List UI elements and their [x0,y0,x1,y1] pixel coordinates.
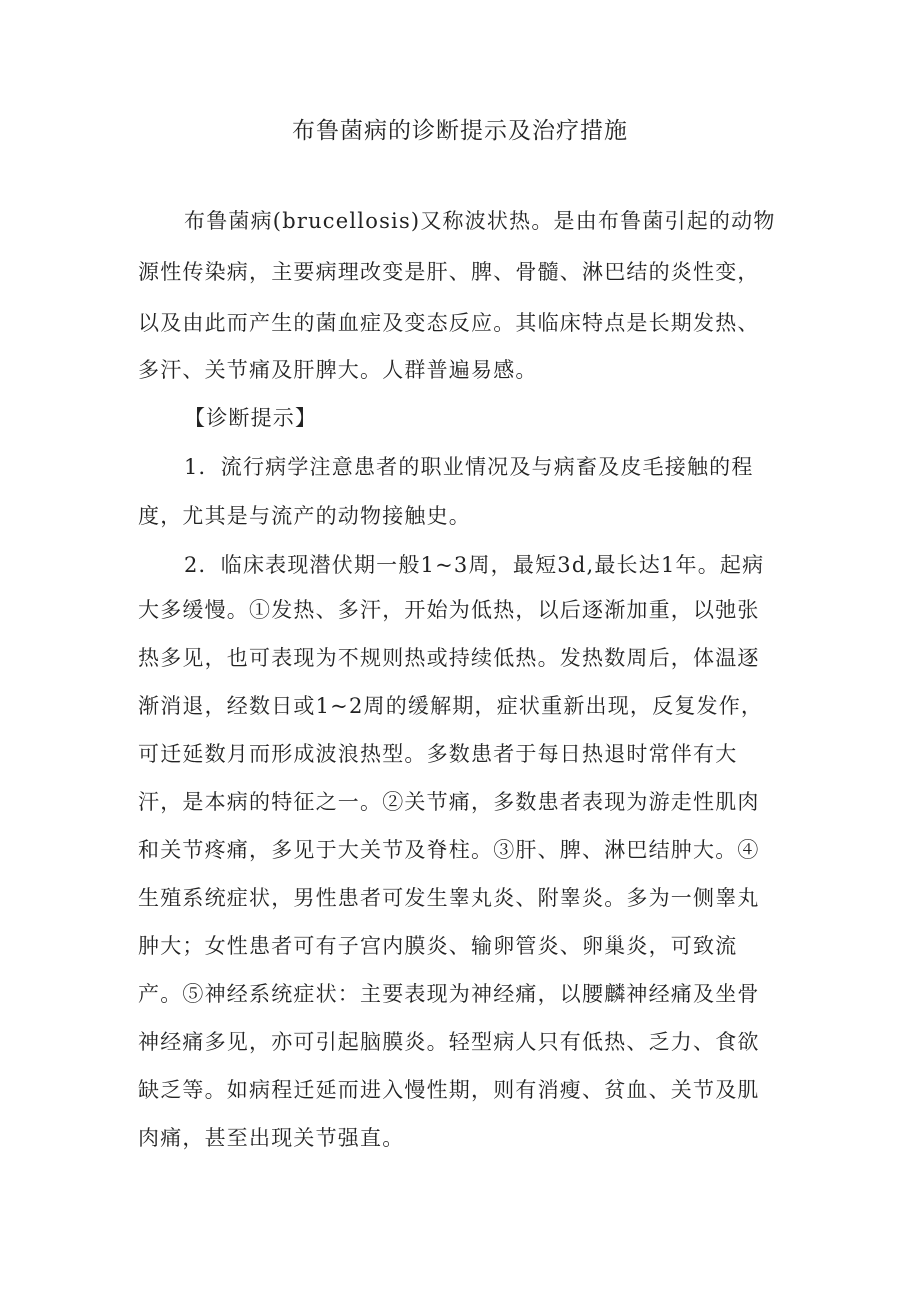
diagnosis-item-2-line-6: 汗，是本病的特征之一。②关节痛，多数患者表现为游走性肌肉 [138,790,760,814]
diagnosis-item-2-line-1: 2．临床表现潜伏期一般1~3周，最短3d,最长达1年。起病 [184,553,765,577]
diagnosis-item-2-line-3: 热多见，也可表现为不规则热或持续低热。发热数周后，体温逐 [138,646,760,670]
diagnosis-item-2-line-5: 可迁延数月而形成波浪热型。多数患者于每日热退时常伴有大 [138,742,738,766]
diagnosis-item-2-line-13: 肉痛，甚至出现关节强直。 [138,1126,405,1150]
diagnosis-item-2-line-12: 缺乏等。如病程迁延而进入慢性期，则有消瘦、贫血、关节及肌 [138,1078,760,1102]
section-heading-diagnosis: 【诊断提示】 [184,406,318,430]
diagnosis-item-2-line-10: 产。⑤神经系统症状：主要表现为神经痛，以腰麟神经痛及坐骨 [138,982,760,1006]
document-title: 布鲁菌病的诊断提示及治疗措施 [292,118,628,144]
diagnosis-item-2-line-7: 和关节疼痛，多见于大关节及脊柱。③肝、脾、淋巴结肿大。④ [138,838,760,862]
diagnosis-item-1-line-1: 1．流行病学注意患者的职业情况及与病畜及皮毛接触的程 [184,455,754,479]
intro-line-2: 源性传染病，主要病理改变是肝、脾、骨髓、淋巴结的炎性变， [138,260,760,284]
diagnosis-item-2-line-8: 生殖系统症状，男性患者可发生睾丸炎、附睾炎。多为一侧睾丸 [138,886,760,910]
intro-line-4: 多汗、关节痛及肝脾大。人群普遍易感。 [138,358,538,382]
diagnosis-item-2-line-2: 大多缓慢。①发热、多汗，开始为低热，以后逐渐加重，以弛张 [138,598,760,622]
intro-line-3: 以及由此而产生的菌血症及变态反应。其临床特点是长期发热、 [138,311,760,335]
diagnosis-item-2-line-11: 神经痛多见，亦可引起脑膜炎。轻型病人只有低热、乏力、食欲 [138,1030,760,1054]
diagnosis-item-2-line-9: 肿大；女性患者可有子宫内膜炎、输卵管炎、卵巢炎，可致流 [138,934,738,958]
diagnosis-item-1-line-2: 度，尤其是与流产的动物接触史。 [138,504,471,528]
diagnosis-item-2-line-4: 渐消退，经数日或1~2周的缓解期，症状重新出现，反复发作， [138,694,764,718]
intro-line-1: 布鲁菌病(brucellosis)又称波状热。是由布鲁菌引起的动物 [184,209,776,233]
